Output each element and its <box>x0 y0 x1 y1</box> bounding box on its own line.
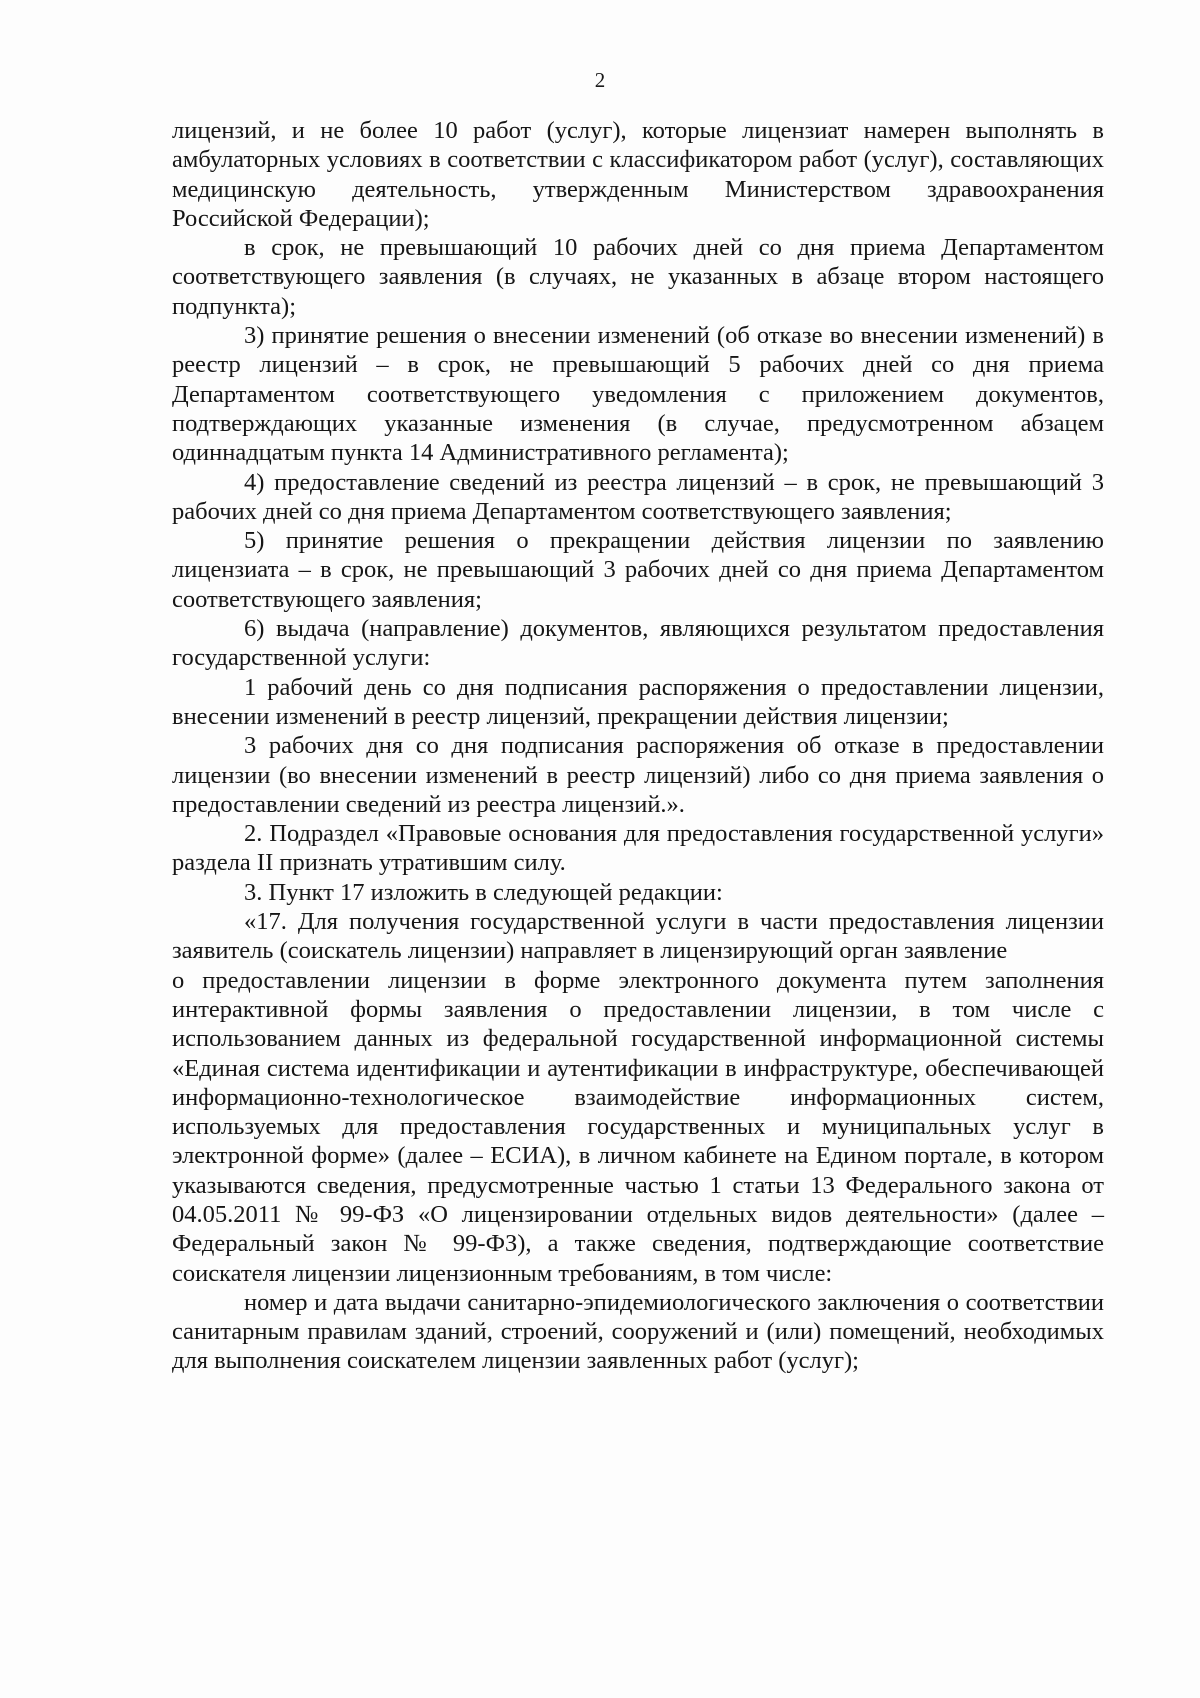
paragraph-item-5: 5) принятие решения о прекращении действия лицензии по заявлению лицензиата – в срок, не превышающий 3 рабочих дней со дня приема Департаментом соответствующего заявления; <box>172 527 1104 613</box>
document-body <box>172 116 1104 1376</box>
page-number: 2 <box>594 68 606 92</box>
paragraph-item-3: 3) принятие решения о внесении изменений (об отказе во внесении изменений) в реестр лицензий – в срок, не превышающий 5 рабочих дней со дня приема Департаментом соответствующего уведомления с приложением документов, подтверждающих указанные изменения (в случае, предусмотренном абзацем одиннадцатым пункта 14 Административного регламента); <box>172 322 1104 467</box>
paragraph-three-working-days: 3 рабочих дня со дня подписания распоряжения об отказе в предоставлении лицензии (во внесении изменений в реестр лицензий) либо со дня приема заявления о предоставлении сведений из реестра лицензий.». <box>172 732 1104 818</box>
paragraph-item-4: 4) предоставление сведений из реестра лицензий – в срок, не превышающий 3 рабочих дней со дня приема Департаментом соответствующего заявления; <box>172 468 1104 525</box>
paragraph-section-2: 2. Подраздел «Правовые основания для предоставления государственной услуги» раздела II признать утратившим силу. <box>172 820 1104 877</box>
paragraph-sanitary-conclusion: номер и дата выдачи санитарно-эпидемиологического заключения о соответствии санитарным правилам зданий, строений, сооружений и (или) помещений, необходимых для выполнения соискателем лицензии заявленных работ (услуг); <box>172 1288 1104 1375</box>
paragraph-continuation: лицензий, и не более 10 работ (услуг), которые лицензиат намерен выполнять в амбулаторных условиях в соответствии с классификатором работ (услуг), составляющих медицинскую деятельность, утвержденным Министерством здравоохранения Российской Федерации); <box>172 117 1104 232</box>
paragraph-one-working-day: 1 рабочий день со дня подписания распоряжения о предоставлении лицензии, внесении изменений в реестр лицензий, прекращении действия лицензии; <box>172 673 1104 730</box>
paragraph-item-17-continued: о предоставлении лицензии в форме электронного документа путем заполнения интерактивной формы заявления о предоставлении лицензии, в том числе с использованием данных из федеральной государственной информационной системы «Единая система идентификации и аутентификации в инфраструктуре, обеспечивающей информационно-технологическое взаимодействие информационных систем, используемых для предоставления государственных и муниципальных услуг в электронной форме» (далее – ЕСИА), в личном кабинете на Едином портале, в котором указываются сведения, предусмотренные частью 1 статьи 13 Федерального закона от 04.05.2011 № 99-ФЗ «О лицензировании отдельных видов деятельности» (далее – Федеральный закон № 99-ФЗ), а также сведения, подтверждающие соответствие соискателя лицензии лицензионным требованиям, в том числе: <box>172 966 1104 1287</box>
paragraph-deadline-10-days: в срок, не превышающий 10 рабочих дней со дня приема Департаментом соответствующего заявления (в случаях, не указанных в абзаце втором настоящего подпункта); <box>172 234 1104 320</box>
paragraph-item-6: 6) выдача (направление) документов, являющихся результатом предоставления государственной услуги: <box>172 615 1104 672</box>
paragraph-item-17: «17. Для получения государственной услуги в части предоставления лицензии заявитель (соискатель лицензии) направляет в лицензирующий орган заявление <box>172 908 1104 965</box>
paragraph-section-3: 3. Пункт 17 изложить в следующей редакции: <box>244 878 723 906</box>
